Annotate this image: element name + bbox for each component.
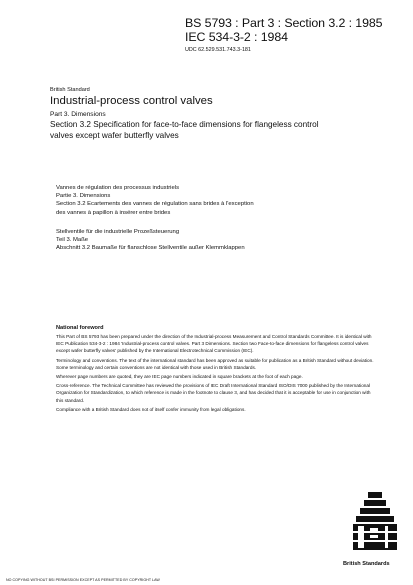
iec-number: IEC 534-3-2 : 1984 <box>185 30 288 44</box>
foreword-paragraph-3: Wherever page numbers are quoted, they are IEC page numbers indicated in square brackets at the foot of each page. <box>56 374 303 380</box>
udc-code: UDC 62.529.531.743.3-181 <box>185 47 251 53</box>
foreword-paragraph-4: Cross-reference. The Technical Committee has reviewed the provisions of IEC Draft International Standard ISO/DIS 7000 published by the International Organization for Standardization, to which reference is made in the footnote to clause 3, and has decided that it is acceptable for use in conjunction with this standard. <box>56 383 371 403</box>
copyright-footer: NO COPYING WITHOUT BSI PERMISSION EXCEPT AS PERMITTED BY COPYRIGHT LAW <box>6 578 160 582</box>
standard-header <box>185 16 405 54</box>
french-title-block <box>56 184 356 217</box>
foreword-heading: National foreword <box>56 325 104 331</box>
german-line-3: Abschnitt 3.2 Baumaße für flanschlose Stellventile außer Klemmklappen <box>56 245 245 252</box>
british-standard-label: British Standard <box>50 87 90 93</box>
bsi-caption: British Standards <box>343 561 390 567</box>
section-title-line2: valves except wafer butterfly valves <box>50 131 179 140</box>
french-line-4: des vannes à papillon à insérer entre brides <box>56 209 171 216</box>
french-line-1: Vannes de régulation des processus industriels <box>56 185 180 191</box>
national-foreword <box>56 324 376 415</box>
part-label: Part 3. Dimensions <box>50 111 106 118</box>
german-line-2: Teil 3. Maße <box>56 237 89 244</box>
foreword-paragraph-1: This Part of BS 5793 has been prepared under the direction of the Industrial-process Measurement and Control Standards Committee. It is identical with IEC Publication 534-3-2 : 1984 'Industrial-process control valves. Part 3 Dimensions. Section two Face-to-face dimensions for flangeless control valves except wafer butterfly valves' published by the International Electrotechnical Commission (IEC). <box>56 334 372 354</box>
bsi-logo-icon <box>350 490 400 558</box>
title-block <box>50 86 395 141</box>
german-title-block <box>56 228 356 253</box>
french-line-3: Section 3.2 Ecartements des vannes de régulation sans brides à l'exception <box>56 201 254 208</box>
foreword-paragraph-2: Terminology and conventions. The text of the international standard has been approved as suitable for publication as a British Standard without deviation. Some terminology and certain conventions are not identical with those used in British Standards. <box>56 357 374 370</box>
document-title: Industrial-process control valves <box>50 95 213 107</box>
german-line-1: Stellventile für die industrielle Prozeßsteuerung <box>56 229 180 235</box>
standard-number: BS 5793 : Part 3 : Section 3.2 : 1985 <box>185 16 383 30</box>
section-title-line1: Section 3.2 Specification for face-to-face dimensions for flangeless control <box>50 120 319 129</box>
french-line-2: Partie 3. Dimensions <box>56 193 111 200</box>
foreword-paragraph-5: Compliance with a British Standard does not of itself confer immunity from legal obligations. <box>56 406 246 412</box>
